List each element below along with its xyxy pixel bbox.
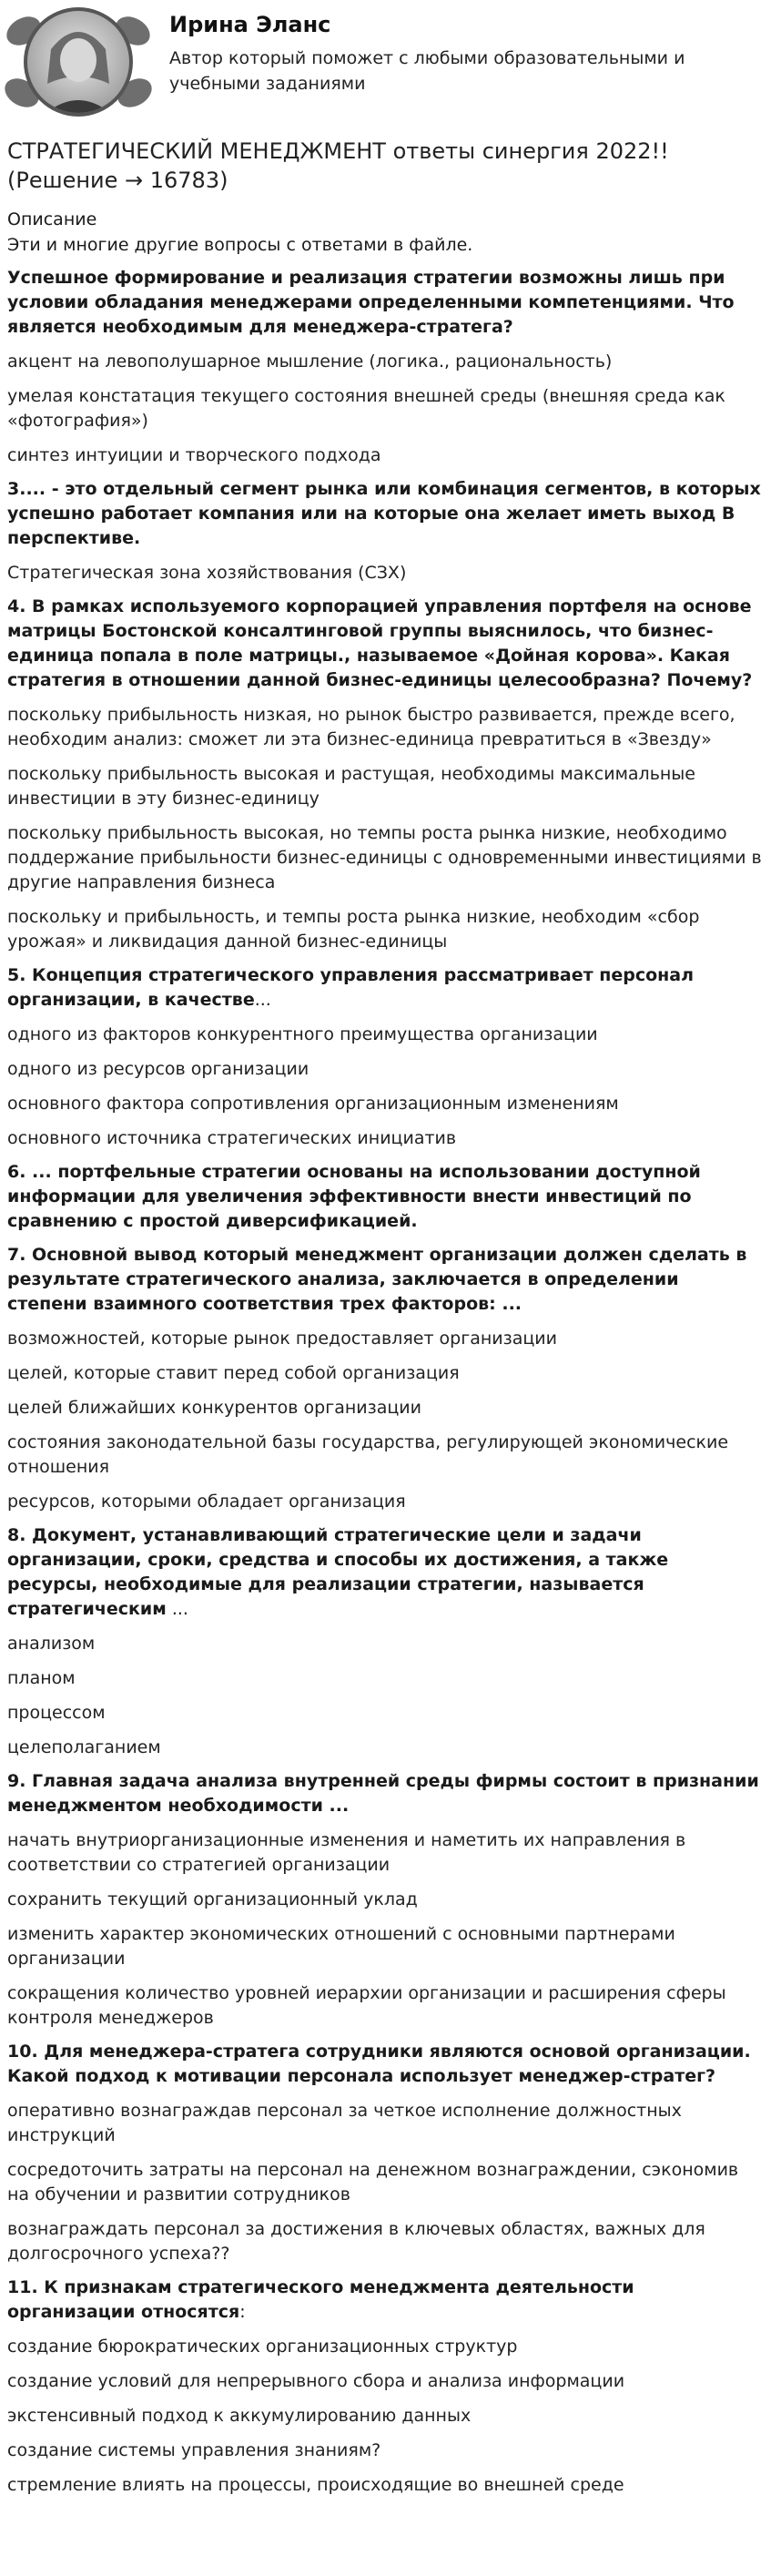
answer-option: возможностей, которые рынок предоставляет организации <box>7 1329 558 1349</box>
question <box>7 595 764 693</box>
answer-option: оперативно вознаграждав персонал за четкое исполнение должностных инструкций <box>7 2101 682 2145</box>
answer-option: процессом <box>7 1703 106 1723</box>
question-tail: : <box>239 2302 246 2322</box>
answer-option: сосредоточить затраты на персонал на денежном вознаграждении, сэкономив на обучении и развитии сотрудников <box>7 2160 739 2204</box>
question-text: 6. ... портфельные стратегии основаны на использовании доступной информации для увеличения эффективности внести инвестиций по сравнению с простой диверсификацией. <box>7 1162 701 1231</box>
question-tail: ... <box>166 1599 188 1619</box>
question <box>7 477 764 551</box>
answer-option: одного из факторов конкурентного преимущества организации <box>7 1024 598 1044</box>
answer-option: вознаграждать персонал за достижения в ключевых областях, важных для долгосрочного успеха?? <box>7 2219 705 2264</box>
question-text: 8. Документ, устанавливающий стратегические цели и задачи организации, сроки, средства и способы их достижения, а также ресурсы, необходимые для реализации стратегии, называется стратегическим <box>7 1525 669 1619</box>
question <box>7 266 764 340</box>
answer-option: создание бюрократических организационных структур <box>7 2337 518 2357</box>
author-info <box>169 5 715 97</box>
question-text: 11. К признакам стратегического менеджмента деятельности организации относятся <box>7 2277 634 2322</box>
question-text: 4. В рамках используемого корпорацией управления портфеля на основе матрицы Бостонской консалтинговой группы выяснилось, что бизнес-единица попала в поле матрицы., называемое «Дойная корова». Какая стратегия в отношении данной бизнес-единицы целесообразна? Почему? <box>7 596 753 690</box>
answer-option: ресурсов, которыми обладает организация <box>7 1492 406 1512</box>
question-tail: ... <box>254 990 271 1010</box>
author-description: Автор который поможет с любыми образовательными и учебными заданиями <box>169 48 685 94</box>
answer-option: основного фактора сопротивления организационным изменениям <box>7 1094 619 1114</box>
question-text: 9. Главная задача анализа внутренней среды фирмы состоит в признании менеджментом необходимости ... <box>7 1771 759 1816</box>
answer-option: планом <box>7 1668 76 1688</box>
question <box>7 963 764 1013</box>
answer-option: начать внутриорганизационные изменения и наметить их направления в соответствии со стратегией организации <box>7 1830 686 1875</box>
author-card <box>7 0 764 118</box>
answer-option: сокращения количество уровней иерархии организации и расширения сферы контроля менеджеров <box>7 1983 726 2028</box>
avatar[interactable] <box>4 5 153 118</box>
page-title <box>7 137 764 195</box>
author-name[interactable]: Ирина Эланс <box>169 12 331 37</box>
question <box>7 1769 764 1818</box>
question-text: 10. Для менеджера-стратега сотрудники являются основой организации. Какой подход к мотивации персонала использует менеджер-стратег? <box>7 2041 751 2086</box>
answer-option: создание системы управления знаниям? <box>7 2440 381 2460</box>
answer-option: поскольку и прибыльность, и темпы роста рынка низкие, необходим «сбор урожая» и ликвидация данной бизнес-единицы <box>7 907 700 952</box>
answer-option: поскольку прибыльность высокая, но темпы роста рынка низкие, необходимо поддержание прибыльности бизнес-единицы с одновременными инвестициями в другие направления бизнеса <box>7 823 762 892</box>
question-text: Успешное формирование и реализация стратегии возможны лишь при условии обладания менеджерами определенными компетенциями. Что является необходимым для менеджера-стратега? <box>7 268 735 337</box>
question <box>7 2276 764 2325</box>
question <box>7 1160 764 1234</box>
answer-option: экстенсивный подход к аккумулированию данных <box>7 2406 472 2426</box>
question-text: 7. Основной вывод который менеджмент организации должен сделать в результате стратегического анализа, заключается в определении степени взаимного соответствия трех факторов: ... <box>7 1245 747 1314</box>
answer-option: состояния законодательной базы государства, регулирующей экономические отношения <box>7 1432 729 1477</box>
answer-option: анализом <box>7 1634 96 1654</box>
answer-option: синтез интуиции и творческого подхода <box>7 445 381 465</box>
answer-option: целей ближайших конкурентов организации <box>7 1398 421 1418</box>
answer-option: основного источника стратегических инициатив <box>7 1128 457 1148</box>
question <box>7 1243 764 1317</box>
answer-option: одного из ресурсов организации <box>7 1059 309 1079</box>
question-text: 5. Концепция стратегического управления рассматривает персонал организации, в качестве <box>7 965 695 1010</box>
answer-option: целей, которые ставит перед собой организация <box>7 1363 460 1383</box>
answer-option: целеполаганием <box>7 1737 161 1757</box>
answer-option: сохранить текущий организационный уклад <box>7 1889 418 1909</box>
question <box>7 1523 764 1622</box>
question-text: 3.... - это отдельный сегмент рынка или комбинация сегментов, в которых успешно работает компания или на которые она желает иметь выход В перспективе. <box>7 479 761 548</box>
answer-option: поскольку прибыльность низкая, но рынок быстро развивается, прежде всего, необходим анализ: сможет ли эта бизнес-единица превратиться в «Звезду» <box>7 705 735 749</box>
answer-option: стремление влиять на процессы, происходящие во внешней среде <box>7 2475 624 2495</box>
title-line-2: (Решение → 16783) <box>7 168 228 193</box>
title-line-1: СТРАТЕГИЧЕСКИЙ МЕНЕДЖМЕНТ ответы синергия 2022!! <box>7 138 669 164</box>
answer-option: создание условий для непрерывного сбора и анализа информации <box>7 2371 625 2391</box>
answer-option: акцент на левополушарное мышление (логика., рациональность) <box>7 351 613 372</box>
description-label: Описание <box>7 209 97 229</box>
answer-option: умелая констатация текущего состояния внешней среды (внешняя среда как «фотография») <box>7 386 725 431</box>
answer-option: Стратегическая зона хозяйствования (СЗХ) <box>7 563 407 583</box>
answer-option: поскольку прибыльность высокая и растущая, необходимы максимальные инвестиции в эту бизнес-единицу <box>7 764 696 809</box>
answer-option: изменить характер экономических отношений с основными партнерами организации <box>7 1924 675 1969</box>
description-text: Эти и многие другие вопросы с ответами в файле. <box>7 235 473 255</box>
questions-list <box>7 266 764 2498</box>
question <box>7 2040 764 2089</box>
avatar-image <box>4 5 153 118</box>
